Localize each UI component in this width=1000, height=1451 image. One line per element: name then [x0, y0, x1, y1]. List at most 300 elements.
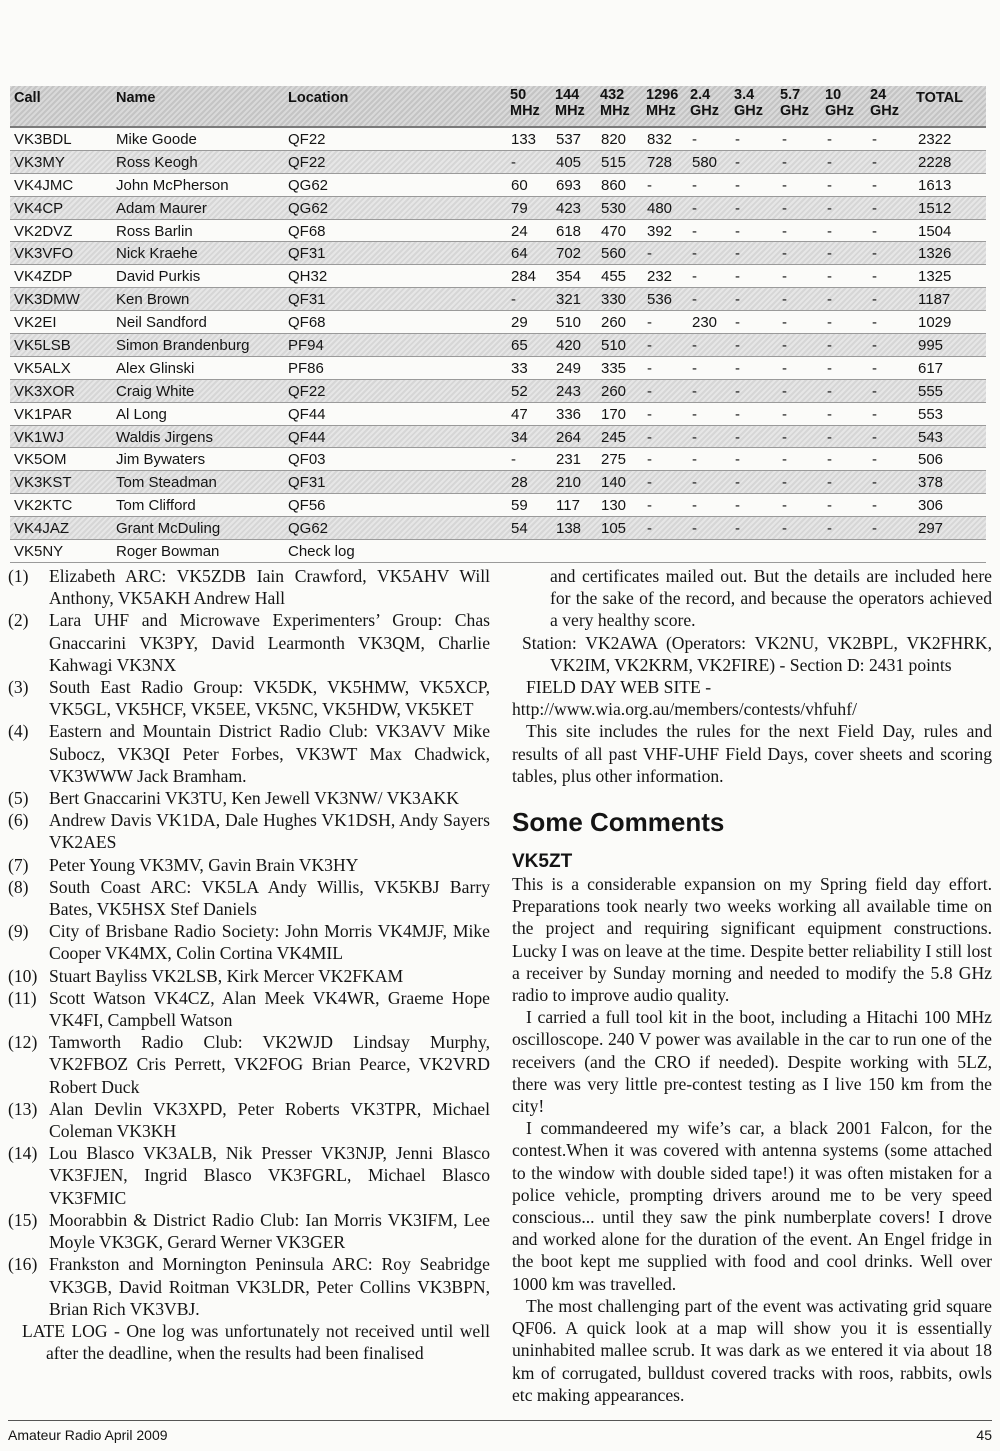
band-score-cell: 138 — [556, 520, 582, 538]
call-sign-cell: VK1PAR — [14, 405, 73, 423]
band-score-cell: 117 — [556, 497, 580, 515]
note-item — [8, 609, 490, 676]
name-cell: Alex Glinski — [116, 359, 195, 377]
total-cell: 2228 — [918, 153, 952, 171]
band-score-cell: - — [692, 497, 697, 515]
comment-paragraph-4: The most challenging part of the event was activating grid square QF06. A quick look at a map will show you it is essentially uninhabited mallee scrub. It was dark as we entered it via about 18 km of corrugated, bulldust covered tracks with roos, rabbits, owls etc making appearances. — [512, 1295, 992, 1405]
band-score-cell: - — [647, 176, 652, 194]
page-number: 45 — [976, 1427, 992, 1443]
location-cell: QF44 — [288, 428, 326, 446]
name-cell: Jim Bywaters — [116, 451, 206, 469]
note-text: Peter Young VK3MV, Gavin Brain VK3HY — [49, 854, 359, 875]
band-score-cell: 33 — [511, 359, 528, 377]
call-sign-cell: VK1WJ — [14, 428, 65, 446]
band-score-cell: - — [782, 153, 787, 171]
note-item — [8, 720, 490, 787]
band-score-cell: - — [872, 428, 877, 446]
band-score-cell: 510 — [556, 314, 582, 332]
band-score-cell: - — [782, 199, 787, 217]
band-score-cell: - — [782, 405, 787, 423]
note-text: Lou Blasco VK3ALB, Nik Presser VK3NJP, Jenni Blasco VK3FJEN, Ingrid Blasco VK3FGRL, Michael Blasco VK3FMIC — [49, 1143, 490, 1208]
note-number: (7) — [8, 854, 29, 875]
band-score-cell: 354 — [556, 268, 582, 286]
name-cell: Tom Steadman — [116, 474, 217, 492]
band-score-cell: - — [692, 337, 697, 355]
total-cell: 1613 — [918, 176, 952, 194]
sub-heading: VK5ZT — [512, 851, 573, 873]
band-frequency: 10 — [825, 87, 842, 103]
note-number: (3) — [8, 677, 29, 698]
total-cell: 555 — [918, 382, 944, 400]
total-cell: 995 — [918, 337, 944, 355]
band-score-cell: - — [782, 474, 787, 492]
band-score-cell: 264 — [556, 428, 582, 446]
band-score-cell: 860 — [601, 176, 627, 194]
section-heading: Some Comments — [512, 807, 725, 838]
total-cell: 1504 — [918, 222, 952, 240]
total-cell: 506 — [918, 451, 944, 469]
call-sign-cell: VK5NY — [14, 543, 64, 561]
band-score-cell: 60 — [511, 176, 528, 194]
band-score-cell: - — [827, 359, 832, 377]
call-sign-cell: VK4ZDP — [14, 268, 73, 286]
band-score-cell: 693 — [556, 176, 582, 194]
note-text: South Coast ARC: VK5LA Andy Willis, VK5KBJ Barry Bates, VK5HSX Stef Daniels — [49, 876, 490, 920]
band-score-cell: - — [735, 474, 740, 492]
band-score-cell: - — [872, 359, 877, 377]
location-cell: PF86 — [288, 359, 324, 377]
band-score-cell: - — [782, 291, 787, 309]
note-text: Tamworth Radio Club: VK2WJD Lindsay Murphy, VK2FBOZ Cris Perrett, VK2FOG Brian Pearce, VK2VRD Robert Duck — [49, 1032, 490, 1097]
note-item — [8, 965, 490, 987]
header-call: Call — [14, 90, 41, 106]
note-number: (2) — [8, 610, 29, 631]
band-score-cell: - — [735, 382, 740, 400]
band-score-cell: - — [735, 451, 740, 469]
band-score-cell: 420 — [556, 337, 582, 355]
band-header — [510, 87, 540, 119]
name-cell: Ross Keogh — [116, 153, 198, 171]
table-row — [10, 380, 986, 403]
call-sign-cell: VK3XOR — [14, 382, 75, 400]
table-row — [10, 311, 986, 334]
name-cell: Ken Brown — [116, 291, 190, 309]
band-score-cell: 728 — [647, 153, 673, 171]
late-log-paragraph: LATE LOG - One log was unfortunately not received until well after the deadline, when the results had been finalised — [22, 1320, 490, 1364]
note-text: Andrew Davis VK1DA, Dale Hughes VK1DSH, Andy Sayers VK2AES — [49, 810, 490, 853]
note-number: (14) — [8, 1143, 38, 1164]
band-score-cell: - — [647, 359, 652, 377]
note-item — [8, 676, 490, 720]
location-cell: PF94 — [288, 337, 324, 355]
location-cell: QF31 — [288, 291, 326, 309]
band-score-cell: - — [782, 245, 787, 263]
note-text: Alan Devlin VK3XPD, Peter Roberts VK3TPR, Michael Coleman VK3KH — [49, 1098, 490, 1142]
location-cell: QF31 — [288, 474, 326, 492]
name-cell: Roger Bowman — [116, 543, 220, 561]
location-cell: QF22 — [288, 153, 326, 171]
table-row — [10, 426, 986, 449]
band-frequency: 5.7 — [780, 87, 801, 103]
call-sign-cell: VK3DMW — [14, 291, 80, 309]
band-score-cell: - — [511, 153, 516, 171]
band-unit: GHz — [870, 103, 899, 119]
band-score-cell: - — [827, 520, 832, 538]
band-score-cell: - — [647, 314, 652, 332]
band-score-cell: - — [872, 245, 877, 263]
total-cell: 306 — [918, 497, 944, 515]
name-cell: Simon Brandenburg — [116, 337, 250, 355]
band-score-cell: 133 — [511, 131, 537, 148]
magazine-issue: Amateur Radio April 2009 — [8, 1427, 168, 1443]
comment-paragraph-1: This is a considerable expansion on my Spring field day effort. Preparations took nearly two weeks working all available time on the project and requiring significant equipment constructions. Lucky I was on leave at the time. Despite better reliability I still lost a receiver by Sunday morning and needed to modify the 5.8 GHz radio to improve audio quality. — [512, 874, 992, 1006]
note-text: Elizabeth ARC: VK5ZDB Iain Crawford, VK5AHV Will Anthony, VK5AKH Andrew Hall — [49, 566, 490, 609]
name-cell: Neil Sandford — [116, 314, 207, 332]
table-row — [10, 403, 986, 426]
band-score-cell: - — [827, 222, 832, 240]
band-score-cell: 470 — [601, 222, 627, 240]
band-score-cell: 260 — [601, 314, 627, 332]
band-score-cell: - — [692, 222, 697, 240]
band-score-cell: - — [692, 176, 697, 194]
band-score-cell: - — [735, 405, 740, 423]
band-score-cell: - — [692, 382, 697, 400]
band-score-cell: - — [827, 405, 832, 423]
band-frequency: 1296 — [646, 87, 679, 103]
location-cell: QF68 — [288, 314, 326, 332]
band-unit: MHz — [646, 103, 676, 119]
band-score-cell: - — [872, 337, 877, 355]
band-header — [825, 87, 854, 119]
note-number: (16) — [8, 1254, 38, 1275]
band-score-cell: - — [735, 131, 740, 148]
band-score-cell: 52 — [511, 382, 528, 400]
band-score-cell: - — [692, 131, 697, 148]
band-score-cell: - — [782, 359, 787, 377]
band-score-cell: - — [735, 176, 740, 194]
band-header — [690, 87, 719, 119]
location-cell: QF22 — [288, 382, 326, 400]
call-sign-cell: VK2DVZ — [14, 222, 73, 240]
band-score-cell: - — [827, 382, 832, 400]
call-sign-cell: VK2EI — [14, 314, 57, 332]
band-score-cell: 64 — [511, 245, 528, 263]
band-score-cell: 455 — [601, 268, 627, 286]
band-score-cell: - — [872, 382, 877, 400]
comment-paragraph-2: I carried a full tool kit in the boot, including a Hitachi 100 MHz oscilloscope. 240 V power was available in the car to run one of the receivers (and the CRO if needed). Despite working with 5LZ, there was very little pre-contest testing as I live 150 km from the city! — [512, 1007, 992, 1117]
band-score-cell: 405 — [556, 153, 582, 171]
table-row — [10, 197, 986, 220]
band-score-cell: - — [827, 176, 832, 194]
band-score-cell: 618 — [556, 222, 582, 240]
location-cell: QG62 — [288, 520, 329, 538]
band-score-cell: 243 — [556, 382, 582, 400]
band-score-cell: - — [735, 337, 740, 355]
band-score-cell: - — [827, 451, 832, 469]
location-cell: QF68 — [288, 222, 326, 240]
band-score-cell: - — [782, 382, 787, 400]
web-site-paragraph: FIELD DAY WEB SITE - http://www.wia.org.au/members/contests/vhfuhf/ — [512, 677, 857, 720]
name-cell: John McPherson — [116, 176, 229, 194]
band-score-cell: - — [511, 451, 516, 469]
header-name: Name — [116, 90, 156, 106]
note-item — [8, 1098, 490, 1142]
band-score-cell: - — [692, 291, 697, 309]
band-score-cell: - — [735, 199, 740, 217]
total-cell: 553 — [918, 405, 944, 423]
name-cell: Nick Kraehe — [116, 245, 198, 263]
band-score-cell: - — [692, 199, 697, 217]
band-score-cell: - — [872, 405, 877, 423]
location-cell: QG62 — [288, 176, 329, 194]
note-text: Eastern and Mountain District Radio Club: VK3AVV Mike Subocz, VK3QI Peter Forbes, VK3WT Max Chadwick, VK3WWW Jack Bramham. — [49, 721, 490, 786]
band-score-cell: - — [827, 268, 832, 286]
band-score-cell: - — [782, 176, 787, 194]
total-cell: 1512 — [918, 199, 952, 217]
note-item — [8, 1253, 490, 1320]
band-score-cell: - — [735, 245, 740, 263]
table-row — [10, 242, 986, 265]
note-item — [8, 809, 490, 853]
band-score-cell: 537 — [556, 131, 582, 148]
note-item — [8, 987, 490, 1031]
band-score-cell: - — [827, 153, 832, 171]
band-score-cell: - — [827, 314, 832, 332]
band-unit: GHz — [780, 103, 809, 119]
band-score-cell: - — [782, 497, 787, 515]
band-score-cell: - — [872, 474, 877, 492]
band-score-cell: - — [872, 176, 877, 194]
note-item — [8, 854, 490, 876]
band-score-cell: - — [872, 451, 877, 469]
band-score-cell: - — [647, 520, 652, 538]
total-cell: 543 — [918, 428, 944, 446]
note-text: Scott Watson VK4CZ, Alan Meek VK4WR, Graeme Hope VK4FI, Campbell Watson — [49, 987, 490, 1031]
band-score-cell: - — [647, 474, 652, 492]
band-score-cell: - — [782, 337, 787, 355]
band-score-cell: - — [735, 268, 740, 286]
band-frequency: 144 — [555, 87, 580, 103]
band-unit: MHz — [510, 103, 540, 119]
page-footer — [8, 1420, 992, 1445]
band-score-cell: 231 — [556, 451, 582, 469]
band-score-cell: 210 — [556, 474, 582, 492]
left-column — [8, 565, 490, 1364]
note-number: (5) — [8, 788, 29, 809]
band-score-cell: - — [735, 359, 740, 377]
note-text: Moorabbin & District Radio Club: Ian Morris VK3IFM, Lee Moyle VK3GK, Gerard Werner VK3GER — [49, 1209, 490, 1253]
location-cell: QF56 — [288, 497, 326, 515]
band-score-cell: - — [647, 337, 652, 355]
band-score-cell: - — [827, 474, 832, 492]
band-score-cell: - — [782, 131, 787, 148]
band-score-cell: 480 — [647, 199, 673, 217]
band-unit: GHz — [690, 103, 719, 119]
band-score-cell: 336 — [556, 405, 582, 423]
band-score-cell: 702 — [556, 245, 582, 263]
band-score-cell: 284 — [511, 268, 537, 286]
name-cell: Grant McDuling — [116, 520, 221, 538]
table-body — [10, 128, 986, 563]
note-number: (15) — [8, 1209, 38, 1230]
band-score-cell: 47 — [511, 405, 528, 423]
band-score-cell: 29 — [511, 314, 528, 332]
table-row — [10, 334, 986, 357]
note-text: Bert Gnaccarini VK3TU, Ken Jewell VK3NW/ VK3AKK — [49, 788, 459, 809]
location-cell: QF03 — [288, 451, 326, 469]
band-score-cell: - — [692, 245, 697, 263]
note-number: (6) — [8, 810, 29, 831]
band-score-cell: - — [872, 131, 877, 148]
band-score-cell: 275 — [601, 451, 627, 469]
band-frequency: 3.4 — [734, 87, 755, 103]
band-score-cell: - — [782, 268, 787, 286]
band-frequency: 50 — [510, 87, 527, 103]
location-cell: QH32 — [288, 268, 328, 286]
band-score-cell: - — [692, 268, 697, 286]
location-cell: QF44 — [288, 405, 326, 423]
location-cell: QF22 — [288, 131, 326, 148]
right-column — [512, 565, 992, 1406]
note-number: (1) — [8, 566, 29, 586]
band-unit: MHz — [600, 103, 630, 119]
band-score-cell: 130 — [601, 497, 627, 515]
table-row — [10, 265, 986, 288]
band-score-cell: - — [692, 520, 697, 538]
band-score-cell: - — [872, 520, 877, 538]
band-score-cell: 536 — [647, 291, 673, 309]
band-score-cell: - — [872, 291, 877, 309]
table-row — [10, 220, 986, 243]
band-score-cell: - — [735, 497, 740, 515]
note-item — [8, 1209, 490, 1253]
total-cell: 617 — [918, 359, 944, 377]
note-item — [8, 565, 490, 609]
name-cell: Mike Goode — [116, 131, 197, 148]
band-header — [600, 87, 630, 119]
name-cell: Tom Clifford — [116, 497, 196, 515]
band-frequency: 24 — [870, 87, 887, 103]
name-cell: Al Long — [116, 405, 167, 423]
call-sign-cell: VK3VFO — [14, 245, 74, 263]
note-text: City of Brisbane Radio Society: John Morris VK4MJF, Mike Cooper VK4MX, Colin Cortina VK4MIL — [49, 921, 490, 964]
band-score-cell: - — [872, 222, 877, 240]
table-row — [10, 357, 986, 380]
total-cell: 297 — [918, 520, 944, 538]
band-score-cell: - — [827, 291, 832, 309]
band-score-cell: 59 — [511, 497, 528, 515]
band-frequency: 2.4 — [690, 87, 711, 103]
band-score-cell: 330 — [601, 291, 627, 309]
band-score-cell: - — [782, 314, 787, 332]
band-score-cell: - — [735, 222, 740, 240]
note-item — [8, 876, 490, 920]
band-score-cell: 65 — [511, 337, 528, 355]
band-score-cell: - — [692, 359, 697, 377]
band-score-cell: - — [827, 337, 832, 355]
band-score-cell: - — [692, 474, 697, 492]
band-score-cell: 249 — [556, 359, 582, 377]
band-score-cell: - — [782, 428, 787, 446]
band-score-cell: 230 — [692, 314, 718, 332]
band-score-cell: - — [692, 405, 697, 423]
note-number: (13) — [8, 1098, 38, 1119]
band-score-cell: - — [647, 428, 652, 446]
header-total: TOTAL — [916, 90, 963, 106]
band-score-cell: 105 — [601, 520, 627, 538]
band-score-cell: - — [735, 153, 740, 171]
notes-list — [8, 565, 490, 1320]
note-item — [8, 920, 490, 964]
band-score-cell: 560 — [601, 245, 627, 263]
name-cell: Craig White — [116, 382, 195, 400]
name-cell: Ross Barlin — [116, 222, 193, 240]
site-info-paragraph: This site includes the rules for the next Field Day, rules and results of all past VHF-UHF Field Days, cover sheets and scoring tables, plus other information. — [512, 721, 992, 786]
band-frequency: 432 — [600, 87, 625, 103]
band-header — [734, 87, 763, 119]
band-unit: MHz — [555, 103, 585, 119]
band-score-cell: - — [827, 245, 832, 263]
call-sign-cell: VK3BDL — [14, 131, 72, 148]
band-score-cell: - — [782, 520, 787, 538]
call-sign-cell: VK4JAZ — [14, 520, 70, 538]
call-sign-cell: VK5LSB — [14, 337, 71, 355]
band-score-cell: - — [647, 405, 652, 423]
table-row — [10, 174, 986, 197]
band-score-cell: 54 — [511, 520, 528, 538]
continued-paragraph: and certificates mailed out. But the details are included here for the sake of the record, and because the operators achieved a very healthy score. — [550, 566, 992, 631]
band-score-cell: - — [735, 428, 740, 446]
band-score-cell: - — [827, 131, 832, 148]
note-number: (8) — [8, 876, 29, 897]
note-text: Lara UHF and Microwave Experimenters’ Group: Chas Gnaccarini VK3PY, David Learmonth VK3QM, Charlie Kahwagi VK3NX — [49, 610, 490, 675]
table-header — [10, 86, 986, 128]
band-score-cell: 515 — [601, 153, 627, 171]
band-score-cell: - — [735, 520, 740, 538]
band-score-cell: 321 — [556, 291, 582, 309]
table-row — [10, 288, 986, 311]
band-score-cell: 580 — [692, 153, 718, 171]
band-score-cell: - — [647, 497, 652, 515]
call-sign-cell: VK2KTC — [14, 497, 73, 515]
band-score-cell: 79 — [511, 199, 528, 217]
table-row — [10, 517, 986, 540]
station-paragraph: Station: VK2AWA (Operators: VK2NU, VK2BPL, VK2FHRK, VK2IM, VK2KRM, VK2FIRE) - Section D: 2431 points — [522, 632, 992, 675]
band-score-cell: 530 — [601, 199, 627, 217]
band-score-cell: - — [827, 199, 832, 217]
band-score-cell: - — [735, 291, 740, 309]
band-unit: GHz — [825, 103, 854, 119]
total-cell: 1187 — [918, 291, 951, 309]
total-cell: 378 — [918, 474, 944, 492]
name-cell: Waldis Jirgens — [116, 428, 213, 446]
band-score-cell: - — [647, 382, 652, 400]
note-number: (11) — [8, 987, 37, 1008]
note-number: (10) — [8, 965, 38, 986]
note-text: South East Radio Group: VK5DK, VK5HMW, VK5XCP, VK5GL, VK5HCF, VK5EE, VK5NC, VK5HDW, VK5KET — [49, 677, 490, 720]
band-score-cell: 260 — [601, 382, 627, 400]
total-cell: 2322 — [918, 131, 952, 148]
band-score-cell: - — [827, 428, 832, 446]
band-score-cell: - — [872, 199, 877, 217]
location-cell: Check log — [288, 543, 355, 561]
band-score-cell: - — [872, 314, 877, 332]
band-score-cell: - — [647, 451, 652, 469]
note-number: (4) — [8, 721, 29, 742]
band-score-cell: - — [647, 245, 652, 263]
band-score-cell: 335 — [601, 359, 627, 377]
note-item — [8, 1142, 490, 1209]
